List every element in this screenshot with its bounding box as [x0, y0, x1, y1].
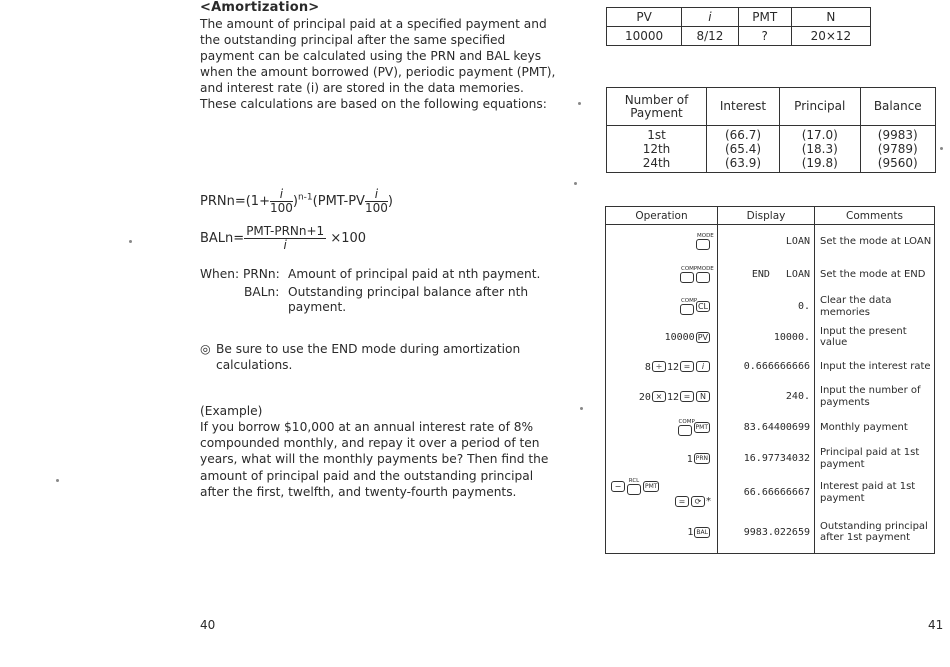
table-header: Balance: [860, 88, 935, 126]
operation-cell: [606, 352, 718, 382]
eq2-tail: ×100: [330, 231, 367, 246]
mode-key: MODE: [696, 272, 710, 283]
operation-cell: [606, 444, 718, 474]
minus-key: −: [611, 481, 625, 492]
table-cell: ?: [738, 27, 791, 46]
definition-bal: [200, 285, 570, 316]
table-row: [607, 27, 871, 46]
table-header-row: [607, 8, 871, 27]
page-number-right: 41: [928, 618, 944, 632]
comment-cell: Set the mode at END: [815, 259, 935, 291]
operation-digits: 1: [686, 453, 693, 465]
clear-key: CL: [697, 302, 708, 311]
scan-mark: [574, 182, 577, 185]
display-cell: 10000.: [718, 323, 815, 352]
asterisk-mark: *: [706, 496, 711, 507]
eq1-fraction-2: [365, 188, 388, 215]
definitions: [200, 267, 570, 318]
operation-cell: [606, 323, 718, 352]
payment-number: 1st: [647, 128, 666, 142]
note-bullet: ◎: [200, 342, 211, 356]
principal-value: (18.3): [801, 142, 838, 156]
table-header: Interest: [707, 88, 780, 126]
display-cell: 66.66666667: [718, 474, 815, 512]
operation-cell: [606, 512, 718, 554]
note-text: Be sure to use the END mode during amortization calculations.: [216, 342, 521, 372]
input-values-table: [606, 7, 871, 46]
eq1-exponent: n-1: [297, 192, 313, 203]
comment-cell: Input the number of payments: [815, 382, 935, 412]
when-label: When:: [200, 267, 240, 281]
comment-cell: Set the mode at LOAN: [815, 225, 935, 259]
payment-number: 24th: [642, 156, 671, 170]
equals-key: =: [675, 496, 689, 507]
table-header: Operation: [606, 207, 718, 225]
comment-cell: Clear the data memories: [815, 291, 935, 323]
table-row: [606, 225, 935, 259]
table-row: [606, 382, 935, 412]
prn-key: PRN: [695, 455, 708, 462]
display-cell: END LOAN: [718, 259, 815, 291]
operation-cell: [606, 291, 718, 323]
scan-mark: [578, 102, 581, 105]
operation-cell: [606, 225, 718, 259]
rotate-key: ⟳: [691, 496, 705, 507]
eq1-frac-den: 100: [269, 201, 293, 215]
display-cell: LOAN: [718, 225, 815, 259]
eq2-lhs: BALn=: [200, 231, 245, 246]
balance-value: (9560): [877, 156, 918, 170]
table-row: [606, 474, 935, 512]
table-cell: [779, 126, 860, 173]
intro-paragraph: The amount of principal paid at a specified payment and the outstanding principal after the same specified payment can be calculated using the PRN and BAL keys when the amount borrowed (PV), periodic payment (PMT), and interest rate (i) are stored in the data memories. These calculations are based on the following equations:: [200, 17, 556, 112]
table-header: Display: [718, 207, 815, 225]
table-header: Comments: [815, 207, 935, 225]
scan-mark: [940, 147, 943, 150]
payment-number: 12th: [642, 142, 671, 156]
operation-cell: [606, 412, 718, 444]
comment-cell: Principal paid at 1st payment: [815, 444, 935, 474]
eq1-close: ): [387, 194, 393, 209]
table-row: [606, 323, 935, 352]
table-header: Number of Payment: [607, 88, 707, 126]
operation-cell: [606, 474, 718, 512]
table-cell: 20×12: [791, 27, 870, 46]
operation-digits: 10000: [664, 332, 695, 343]
display-cell: 16.97734032: [718, 444, 815, 474]
table-header: PV: [607, 8, 682, 27]
interest-value: (66.7): [724, 128, 762, 142]
comp-key: COMP: [680, 304, 694, 315]
definition-text: Amount of principal paid at nth payment.: [288, 267, 541, 281]
operation-digits: 12: [666, 361, 679, 373]
table-row: [606, 412, 935, 444]
table-row: [606, 512, 935, 554]
table-header: Principal: [779, 88, 860, 126]
comment-cell: Outstanding principal after 1st payment: [815, 512, 935, 554]
comment-cell: Input the present value: [815, 323, 935, 352]
table-cell: [707, 126, 780, 173]
eq1-frac2-num: i: [365, 188, 388, 202]
eq1-open: (1+: [245, 194, 270, 209]
definition-label: [200, 267, 288, 283]
display-cell: 240.: [718, 382, 815, 412]
comment-cell: Monthly payment: [815, 412, 935, 444]
display-cell: 83.64400699: [718, 412, 815, 444]
eq2-den: i: [283, 238, 287, 252]
table-header: N: [791, 8, 870, 27]
comp-key: COMP: [678, 425, 692, 436]
operation-cell: [606, 382, 718, 412]
definition-term: BALn:: [244, 284, 280, 299]
eq1-frac2-den: 100: [364, 201, 388, 215]
scan-mark: [129, 240, 132, 243]
equals-key: =: [680, 391, 694, 402]
definition-term: PRNn:: [242, 267, 280, 281]
table-row: [606, 259, 935, 291]
interest-key: i: [696, 361, 710, 372]
multiply-key: ×: [652, 391, 666, 402]
amortization-results-table: [606, 87, 936, 173]
definition-text: Outstanding principal balance after nth payment.: [288, 284, 529, 314]
page-number-left: 40: [200, 618, 216, 632]
table-cell: [607, 126, 707, 173]
principal-value: (19.8): [801, 156, 838, 170]
interest-value: (65.4): [724, 142, 762, 156]
operation-line: [606, 478, 711, 495]
example-heading: (Example): [200, 404, 263, 418]
table-cell: [860, 126, 935, 173]
operation-digits: 20: [638, 391, 651, 403]
bal-equation: [200, 225, 366, 252]
table-cell: 8/12: [682, 27, 738, 46]
prn-equation: PRNn=(1+ $\frac{i}{100}$ )$^{n-1}$(PMT-PV $\frac{i}{100}$ ): [200, 187, 393, 215]
table-header: PMT: [738, 8, 791, 27]
eq1-lhs: PRNn=: [200, 194, 246, 209]
comp-key: COMP: [680, 272, 694, 283]
operation-digits: 12: [666, 391, 679, 403]
pmt-key: PMT: [645, 483, 658, 490]
balance-value: (9789): [877, 142, 918, 156]
display-cell: 0.: [718, 291, 815, 323]
eq1-frac-num: i: [270, 188, 293, 202]
table-cell: 10000: [607, 27, 682, 46]
comment-cell: Input the interest rate: [815, 352, 935, 382]
example-paragraph: If you borrow $10,000 at an annual interest rate of 8% compounded monthly, and repay it over a period of ten years, what will the monthly payments be? Then find the amount of principal paid and the outstanding principal after the first, twelfth, and twenty-fourth payments.: [200, 420, 549, 499]
eq1-fraction: [270, 188, 293, 215]
eq2-fraction: [244, 225, 326, 252]
interest-value: (63.9): [724, 156, 762, 170]
table-row: [607, 126, 936, 173]
operation-line: [606, 495, 711, 507]
table-row: [606, 444, 935, 474]
table-header-row: [606, 207, 935, 225]
divide-key: ÷: [652, 361, 666, 372]
operation-steps-table: [605, 206, 935, 554]
operation-cell: [606, 259, 718, 291]
eq2-num: PMT-PRNn+1: [246, 224, 325, 238]
scan-mark: [56, 479, 59, 482]
comment-cell: Interest paid at 1st payment: [815, 474, 935, 512]
table-row: [606, 291, 935, 323]
eq1-mid: (PMT-PV: [312, 194, 365, 209]
display-cell: 0.666666666: [718, 352, 815, 382]
end-mode-note: [200, 341, 555, 373]
balance-value: (9983): [877, 128, 918, 142]
definition-prn: [200, 267, 570, 283]
n-key: N: [696, 391, 710, 402]
mode-key: MODE: [696, 239, 710, 250]
pmt-key: PMT: [695, 424, 708, 431]
table-header-row: [607, 88, 936, 126]
rcl-key: RCL: [627, 484, 641, 495]
pv-key: PV: [697, 332, 708, 342]
scan-mark: [580, 407, 583, 410]
display-cell: 9983.022659: [718, 512, 815, 554]
operation-digits: 1: [687, 527, 694, 539]
table-header: i: [682, 8, 738, 27]
bal-key: BAL: [696, 528, 708, 536]
principal-value: (17.0): [801, 128, 838, 142]
operation-digits: 8: [644, 361, 651, 373]
section-heading: <Amortization>: [200, 0, 320, 15]
table-row: [606, 352, 935, 382]
equals-key: =: [680, 361, 694, 372]
